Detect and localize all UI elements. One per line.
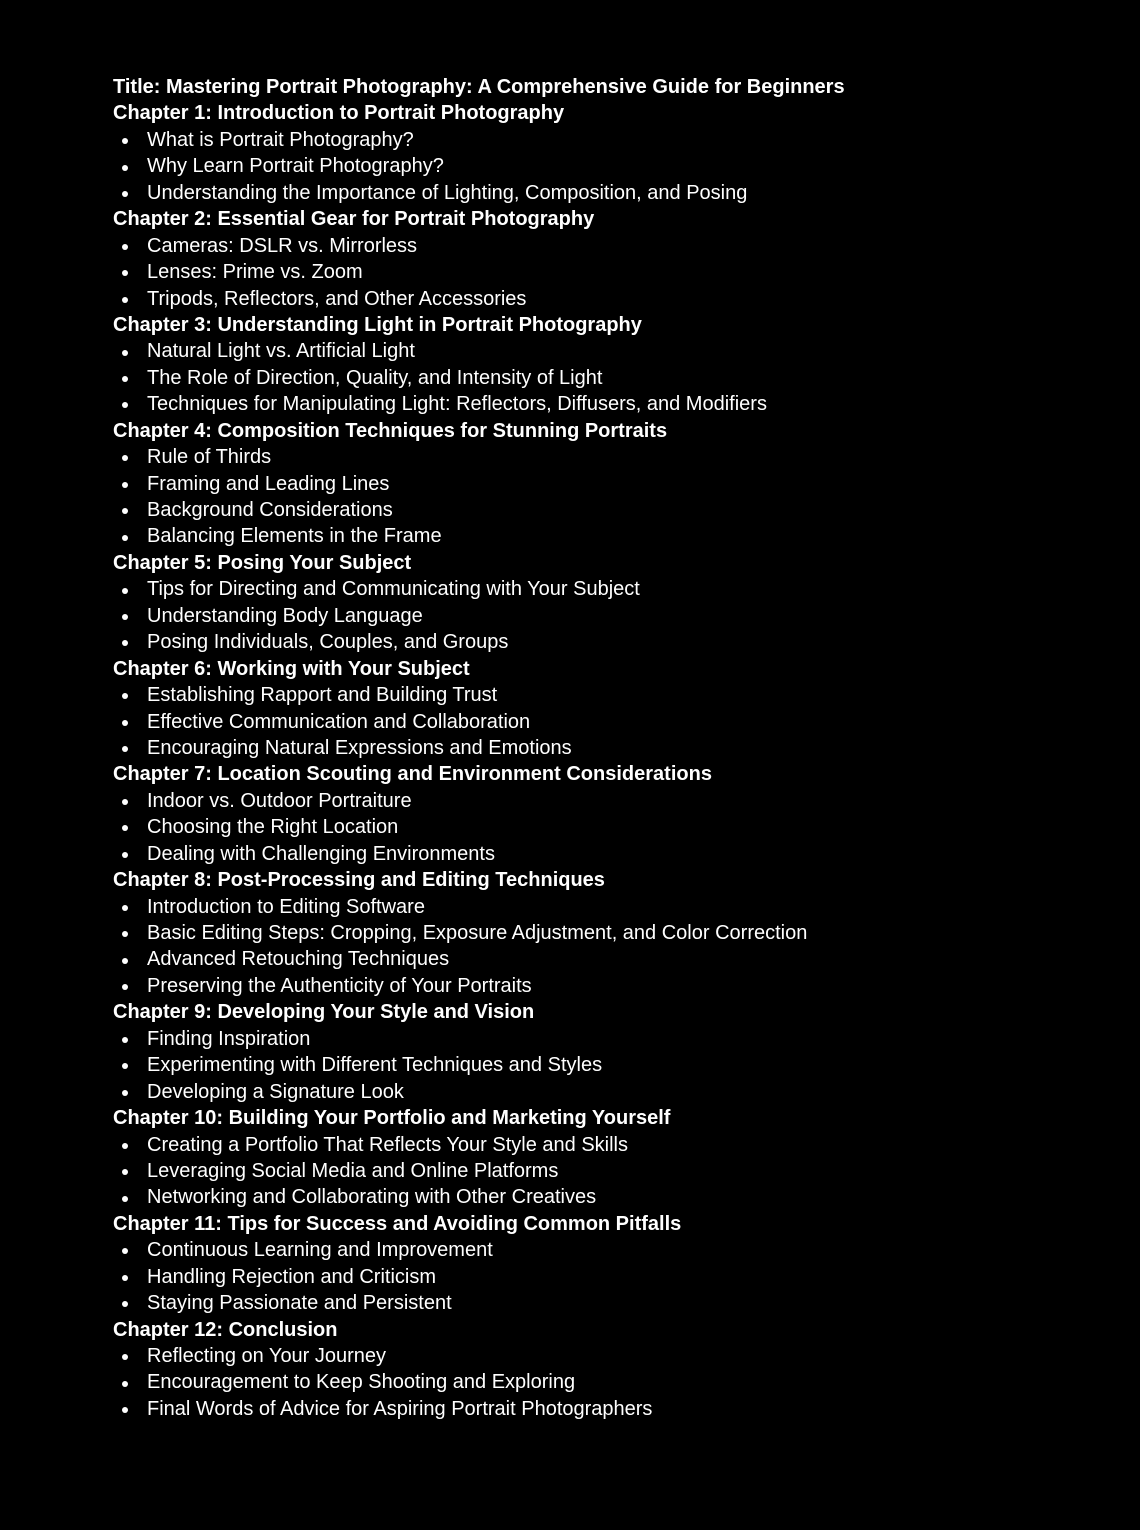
list-item-text: Final Words of Advice for Aspiring Portrait Photographers (147, 1397, 653, 1420)
bullet-icon (122, 958, 128, 964)
list-item (113, 1264, 1113, 1290)
bullet-icon (122, 1301, 128, 1307)
list-item (113, 444, 1113, 470)
list-item (113, 1026, 1113, 1052)
bullet-icon (122, 482, 128, 488)
list-item-text: The Role of Direction, Quality, and Intensity of Light (147, 366, 603, 389)
chapter-item-list (113, 1026, 1113, 1105)
chapter-heading: Chapter 12: Conclusion (113, 1318, 338, 1341)
bullet-icon (122, 455, 128, 461)
list-item-text: Framing and Leading Lines (147, 472, 390, 495)
list-item-text: Indoor vs. Outdoor Portraiture (147, 789, 412, 812)
list-item (113, 1290, 1113, 1316)
chapter-section (113, 1211, 1113, 1317)
bullet-icon (122, 165, 128, 171)
list-item-text: Lenses: Prime vs. Zoom (147, 261, 363, 284)
chapter-section (113, 656, 1113, 762)
list-item (113, 788, 1113, 814)
bullet-icon (122, 799, 128, 805)
list-item-text: Encouraging Natural Expressions and Emotions (147, 736, 572, 759)
bullet-icon (122, 1143, 128, 1149)
bullet-icon (122, 1407, 128, 1413)
list-item (113, 1369, 1113, 1395)
chapter-heading: Chapter 3: Understanding Light in Portrait Photography (113, 313, 642, 336)
list-item-text: Preserving the Authenticity of Your Portraits (147, 974, 532, 997)
chapter-item-list (113, 788, 1113, 867)
chapter-item-list (113, 894, 1113, 1000)
bullet-icon (122, 693, 128, 699)
chapter-section (113, 550, 1113, 656)
list-item (113, 153, 1113, 179)
document-outline (113, 74, 1113, 1422)
list-item (113, 1052, 1113, 1078)
bullet-icon (122, 297, 128, 303)
bullet-icon (122, 138, 128, 144)
bullet-icon (122, 852, 128, 858)
bullet-icon (122, 244, 128, 250)
bullet-icon (122, 270, 128, 276)
list-item-text: Staying Passionate and Persistent (147, 1292, 452, 1315)
chapter-section (113, 312, 1113, 418)
chapter-section (113, 999, 1113, 1105)
bullet-icon (122, 1275, 128, 1281)
list-item-text: Advanced Retouching Techniques (147, 948, 450, 971)
list-item-text: Encouragement to Keep Shooting and Exploring (147, 1371, 576, 1394)
bullet-icon (122, 1169, 128, 1175)
bullet-icon (122, 984, 128, 990)
list-item (113, 365, 1113, 391)
list-item (113, 127, 1113, 153)
list-item (113, 1237, 1113, 1263)
list-item-text: Natural Light vs. Artificial Light (147, 340, 415, 363)
list-item (113, 471, 1113, 497)
bullet-icon (122, 588, 128, 594)
chapter-heading: Chapter 10: Building Your Portfolio and Marketing Yourself (113, 1107, 671, 1130)
list-item-text: Effective Communication and Collaboration (147, 710, 531, 733)
bullet-icon (122, 905, 128, 911)
list-item-text: Techniques for Manipulating Light: Reflectors, Diffusers, and Modifiers (147, 393, 767, 416)
list-item (113, 233, 1113, 259)
list-item (113, 180, 1113, 206)
list-item (113, 338, 1113, 364)
bullet-icon (122, 1196, 128, 1202)
bullet-icon (122, 535, 128, 541)
chapter-section (113, 418, 1113, 550)
chapter-heading: Chapter 11: Tips for Success and Avoiding Common Pitfalls (113, 1212, 682, 1235)
list-item-text: Tips for Directing and Communicating with Your Subject (147, 578, 640, 601)
bullet-icon (122, 640, 128, 646)
bullet-icon (122, 746, 128, 752)
list-item (113, 286, 1113, 312)
list-item (113, 682, 1113, 708)
chapter-heading: Chapter 2: Essential Gear for Portrait Photography (113, 208, 595, 231)
list-item (113, 1396, 1113, 1422)
chapter-heading: Chapter 6: Working with Your Subject (113, 657, 470, 680)
chapter-item-list (113, 444, 1113, 550)
chapter-heading: Chapter 7: Location Scouting and Environment Considerations (113, 763, 712, 786)
list-item-text: Networking and Collaborating with Other Creatives (147, 1186, 597, 1209)
bullet-icon (122, 1354, 128, 1360)
chapter-item-list (113, 1343, 1113, 1422)
chapter-section (113, 206, 1113, 312)
list-item-text: Handling Rejection and Criticism (147, 1265, 437, 1288)
list-item-text: Developing a Signature Look (147, 1080, 404, 1103)
bullet-icon (122, 376, 128, 382)
bullet-icon (122, 1381, 128, 1387)
list-item-text: Posing Individuals, Couples, and Groups (147, 631, 509, 654)
list-item-text: Choosing the Right Location (147, 816, 399, 839)
list-item-text: Establishing Rapport and Building Trust (147, 684, 498, 707)
list-item (113, 523, 1113, 549)
list-item (113, 814, 1113, 840)
list-item-text: Continuous Learning and Improvement (147, 1239, 493, 1262)
list-item (113, 841, 1113, 867)
list-item-text: Introduction to Editing Software (147, 895, 425, 918)
list-item-text: Tripods, Reflectors, and Other Accessories (147, 287, 527, 310)
list-item-text: Why Learn Portrait Photography? (147, 155, 444, 178)
chapter-item-list (113, 233, 1113, 312)
list-item (113, 576, 1113, 602)
list-item (113, 920, 1113, 946)
list-item (113, 391, 1113, 417)
list-item (113, 259, 1113, 285)
list-item (113, 1158, 1113, 1184)
bullet-icon (122, 614, 128, 620)
bullet-icon (122, 1037, 128, 1043)
chapter-heading: Chapter 4: Composition Techniques for Stunning Portraits (113, 419, 668, 442)
list-item-text: Creating a Portfolio That Reflects Your Style and Skills (147, 1133, 628, 1156)
bullet-icon (122, 508, 128, 514)
list-item-text: Balancing Elements in the Frame (147, 525, 442, 548)
list-item-text: Reflecting on Your Journey (147, 1345, 387, 1367)
chapter-heading: Chapter 5: Posing Your Subject (113, 551, 412, 574)
chapter-heading: Chapter 9: Developing Your Style and Vision (113, 1001, 535, 1024)
list-item-text: Dealing with Challenging Environments (147, 842, 495, 865)
chapter-heading: Chapter 8: Post-Processing and Editing Techniques (113, 869, 605, 892)
list-item (113, 629, 1113, 655)
chapter-section (113, 100, 1113, 206)
list-item-text: Basic Editing Steps: Cropping, Exposure Adjustment, and Color Correction (147, 922, 808, 944)
chapter-section (113, 867, 1113, 999)
document-title: Title: Mastering Portrait Photography: A Comprehensive Guide for Beginners (113, 76, 845, 98)
list-item (113, 1184, 1113, 1210)
list-item (113, 735, 1113, 761)
list-item (113, 497, 1113, 523)
chapter-heading: Chapter 1: Introduction to Portrait Photography (113, 102, 565, 125)
list-item-text: Understanding Body Language (147, 604, 423, 627)
list-item (113, 1132, 1113, 1158)
chapter-section (113, 1317, 1113, 1423)
list-item (113, 709, 1113, 735)
chapter-item-list (113, 338, 1113, 417)
list-item-text: Cameras: DSLR vs. Mirrorless (147, 234, 418, 257)
chapter-item-list (113, 682, 1113, 761)
list-item-text: Experimenting with Different Techniques and Styles (147, 1054, 603, 1077)
list-item (113, 603, 1113, 629)
list-item-text: Rule of Thirds (147, 446, 272, 469)
bullet-icon (122, 720, 128, 726)
bullet-icon (122, 1090, 128, 1096)
list-item (113, 1343, 1113, 1369)
chapter-list (113, 100, 1113, 1422)
bullet-icon (122, 1248, 128, 1254)
list-item-text: Finding Inspiration (147, 1027, 311, 1050)
chapter-item-list (113, 1132, 1113, 1211)
chapter-item-list (113, 127, 1113, 206)
bullet-icon (122, 350, 128, 356)
list-item-text: Leveraging Social Media and Online Platforms (147, 1159, 559, 1182)
list-item (113, 946, 1113, 972)
list-item-text: Understanding the Importance of Lighting, Composition, and Posing (147, 181, 748, 204)
bullet-icon (122, 1063, 128, 1069)
list-item-text: What is Portrait Photography? (147, 128, 414, 151)
chapter-item-list (113, 576, 1113, 655)
chapter-section (113, 761, 1113, 867)
list-item (113, 894, 1113, 920)
list-item (113, 1079, 1113, 1105)
list-item-text: Background Considerations (147, 499, 393, 521)
list-item (113, 973, 1113, 999)
bullet-icon (122, 402, 128, 408)
chapter-section (113, 1105, 1113, 1211)
bullet-icon (122, 191, 128, 197)
bullet-icon (122, 931, 128, 937)
bullet-icon (122, 825, 128, 831)
chapter-item-list (113, 1237, 1113, 1316)
